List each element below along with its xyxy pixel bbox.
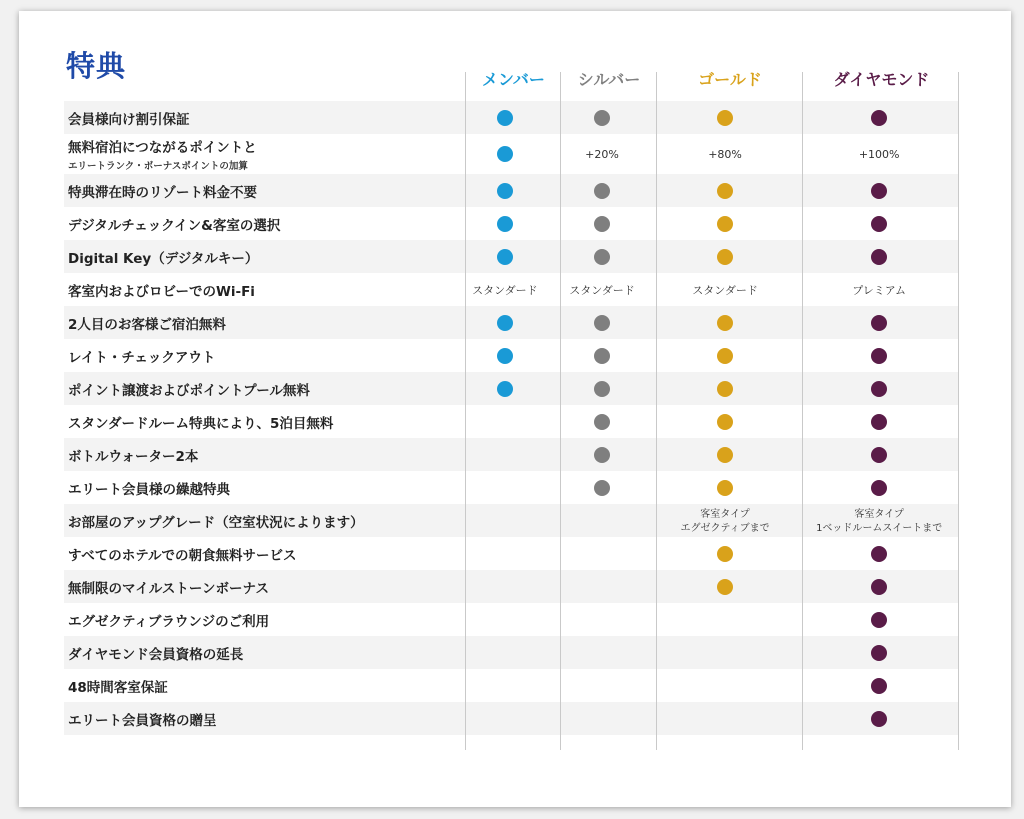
benefit-cell-diamond [799,636,959,669]
benefit-cell-gold [651,372,799,405]
table-row [64,273,959,306]
benefit-cell-diamond [799,372,959,405]
included-dot-icon [594,480,610,496]
benefit-cell-member [457,570,554,603]
benefit-cell-diamond [799,537,959,570]
benefit-label-text: スタンダードルーム特典により、5泊目無料 [68,415,334,432]
benefit-cell-member [457,339,554,372]
benefit-label-text: 48時間客室保証 [68,679,168,696]
benefit-cell-diamond [799,174,959,207]
benefit-cell-silver [553,537,651,570]
benefit-cell-diamond [799,570,959,603]
benefit-label [64,603,457,636]
benefit-label-text: 2人目のお客様ご宿泊無料 [68,316,226,333]
table-row [64,570,959,603]
included-dot-icon [871,645,887,661]
benefit-value: 客室タイプ エグゼクティブまで [680,508,770,534]
benefit-cell-member [457,438,554,471]
included-dot-icon [717,216,733,232]
benefit-cell-member [457,306,554,339]
column-header-gold: ゴールド [698,69,762,89]
benefit-cell-silver [553,339,651,372]
benefit-cell-diamond [799,438,959,471]
included-dot-icon [717,447,733,463]
benefit-cell-gold [651,273,799,306]
table-row [64,101,959,134]
benefit-label-text: 特典滞在時のリゾート料金不要 [68,184,257,201]
benefit-cell-diamond [799,207,959,240]
table-row [64,207,959,240]
benefit-value: スタンダード [472,283,538,297]
benefit-cell-gold [651,438,799,471]
included-dot-icon [717,315,733,331]
benefit-cell-diamond [799,669,959,702]
included-dot-icon [871,579,887,595]
table-row [64,339,959,372]
included-dot-icon [871,381,887,397]
benefit-cell-diamond [799,101,959,134]
included-dot-icon [594,348,610,364]
table-row [64,240,959,273]
benefit-cell-diamond [799,405,959,438]
benefit-cell-silver [553,306,651,339]
included-dot-icon [594,315,610,331]
benefit-label [64,134,457,174]
included-dot-icon [594,381,610,397]
benefit-cell-silver [553,438,651,471]
benefit-label [64,438,457,471]
benefit-label-text: 無料宿泊につながるポイントと [68,140,257,156]
included-dot-icon [497,216,513,232]
table-row [64,174,959,207]
column-divider [465,72,466,750]
table-row [64,504,959,537]
benefit-cell-diamond [799,306,959,339]
benefit-cell-gold [651,570,799,603]
benefit-cell-gold [651,603,799,636]
benefit-label-text: レイト・チェックアウト [68,349,216,366]
benefit-cell-member [457,207,554,240]
included-dot-icon [871,216,887,232]
benefit-label [64,306,457,339]
benefit-cell-diamond [799,702,959,735]
included-dot-icon [717,414,733,430]
benefit-cell-member [457,537,554,570]
benefit-label-text: エリート会員様の繰越特典 [68,481,230,498]
table-row [64,702,959,735]
benefit-cell-gold [651,471,799,504]
benefit-value: 客室タイプ 1ベッドルームスイートまで [816,508,943,534]
benefit-cell-member [457,603,554,636]
benefit-label-text: デジタルチェックイン&客室の選択 [68,217,281,234]
table-row [64,405,959,438]
benefit-label [64,669,457,702]
benefit-cell-gold [651,669,799,702]
benefit-cell-silver [553,570,651,603]
table-row [64,438,959,471]
included-dot-icon [594,447,610,463]
table-row [64,669,959,702]
benefit-cell-member [457,134,554,174]
benefit-cell-silver [553,603,651,636]
included-dot-icon [497,249,513,265]
included-dot-icon [871,678,887,694]
benefit-cell-member [457,702,554,735]
benefit-label [64,471,457,504]
included-dot-icon [497,183,513,199]
benefit-label-text: ダイヤモンド会員資格の延長 [68,646,244,663]
benefit-cell-silver [553,471,651,504]
benefit-label-text: すべてのホテルでの朝食無料サービス [68,547,297,564]
benefit-cell-gold [651,174,799,207]
included-dot-icon [717,249,733,265]
included-dot-icon [497,381,513,397]
included-dot-icon [871,110,887,126]
included-dot-icon [497,146,513,162]
benefit-label-text: エグゼクティブラウンジのご利用 [68,613,270,630]
table-row [64,603,959,636]
column-divider [656,72,657,750]
table-row [64,471,959,504]
included-dot-icon [871,249,887,265]
benefit-label [64,207,457,240]
benefit-cell-diamond [799,471,959,504]
benefit-label [64,570,457,603]
benefit-cell-member [457,174,554,207]
page-title: 特典 [66,49,127,83]
benefit-cell-silver [553,636,651,669]
benefit-label [64,636,457,669]
benefit-cell-silver [553,372,651,405]
benefit-label [64,504,457,537]
included-dot-icon [717,348,733,364]
benefit-label [64,339,457,372]
benefit-label [64,273,457,306]
benefit-label-text: 会員様向け割引保証 [68,111,190,128]
benefit-label [64,405,457,438]
included-dot-icon [871,315,887,331]
benefit-cell-silver [553,240,651,273]
table-row [64,537,959,570]
benefit-cell-member [457,372,554,405]
benefit-label-text: Digital Key（デジタルキー） [68,250,259,267]
benefit-cell-member [457,273,554,306]
benefit-cell-member [457,504,554,537]
benefit-cell-gold [651,339,799,372]
included-dot-icon [717,381,733,397]
benefit-cell-member [457,636,554,669]
included-dot-icon [717,480,733,496]
included-dot-icon [871,546,887,562]
benefit-value: +20% [585,147,619,161]
included-dot-icon [717,110,733,126]
included-dot-icon [871,711,887,727]
column-header-silver: シルバー [577,69,641,89]
column-header-member: メンバー [482,69,545,89]
benefit-cell-member [457,405,554,438]
benefit-cell-gold [651,207,799,240]
included-dot-icon [497,110,513,126]
benefit-cell-silver [553,101,651,134]
benefit-cell-gold [651,504,799,537]
included-dot-icon [871,183,887,199]
benefit-cell-silver [553,273,651,306]
benefit-cell-gold [651,134,799,174]
benefit-cell-member [457,669,554,702]
table-row [64,306,959,339]
benefit-label [64,101,457,134]
benefit-cell-silver [553,134,651,174]
benefit-cell-member [457,101,554,134]
benefit-cell-silver [553,669,651,702]
column-divider [560,72,561,750]
benefit-label [64,240,457,273]
benefit-label [64,537,457,570]
included-dot-icon [717,183,733,199]
benefit-label [64,174,457,207]
benefit-cell-gold [651,537,799,570]
benefit-label-subtext: エリートランク・ボーナスポイントの加算 [68,161,248,172]
included-dot-icon [594,110,610,126]
benefit-cell-diamond [799,504,959,537]
column-header-diamond: ダイヤモンド [833,69,930,89]
table-row [64,636,959,669]
benefit-cell-silver [553,702,651,735]
column-divider [958,72,959,750]
table-row [64,372,959,405]
benefit-cell-diamond [799,134,959,174]
column-divider [802,72,803,750]
benefit-cell-diamond [799,240,959,273]
benefit-cell-silver [553,504,651,537]
benefit-cell-gold [651,405,799,438]
benefit-value: スタンダード [569,283,635,297]
included-dot-icon [717,579,733,595]
benefit-label-text: お部屋のアップグレード（空室状況によります） [68,514,364,531]
included-dot-icon [871,414,887,430]
benefit-cell-diamond [799,273,959,306]
benefit-label [64,372,457,405]
included-dot-icon [594,414,610,430]
benefit-cell-silver [553,405,651,438]
included-dot-icon [871,447,887,463]
benefit-cell-member [457,240,554,273]
benefit-label-text: ボトルウォーター2本 [68,448,199,465]
benefit-cell-silver [553,174,651,207]
benefit-cell-gold [651,702,799,735]
included-dot-icon [594,249,610,265]
benefit-cell-silver [553,207,651,240]
benefit-cell-member [457,471,554,504]
benefit-value: スタンダード [692,283,758,297]
benefit-label-text: ポイント譲渡およびポイントプール無料 [68,382,310,399]
included-dot-icon [717,546,733,562]
included-dot-icon [871,348,887,364]
included-dot-icon [871,612,887,628]
table-row [64,134,959,174]
benefit-label-text: エリート会員資格の贈呈 [68,712,217,729]
benefit-cell-gold [651,101,799,134]
benefit-value: プレミアム [852,283,907,297]
included-dot-icon [594,216,610,232]
included-dot-icon [594,183,610,199]
benefit-cell-gold [651,240,799,273]
benefits-table [64,101,959,735]
benefit-cell-diamond [799,603,959,636]
included-dot-icon [497,315,513,331]
benefit-cell-gold [651,636,799,669]
benefit-cell-gold [651,306,799,339]
benefit-value: +100% [858,147,900,161]
benefit-value: +80% [708,147,742,161]
benefit-label-text: 客室内およびロビーでのWi-Fi [68,283,255,300]
included-dot-icon [497,348,513,364]
benefit-label [64,702,457,735]
included-dot-icon [871,480,887,496]
benefit-cell-diamond [799,339,959,372]
benefit-label-text: 無制限のマイルストーンボーナス [68,580,270,597]
